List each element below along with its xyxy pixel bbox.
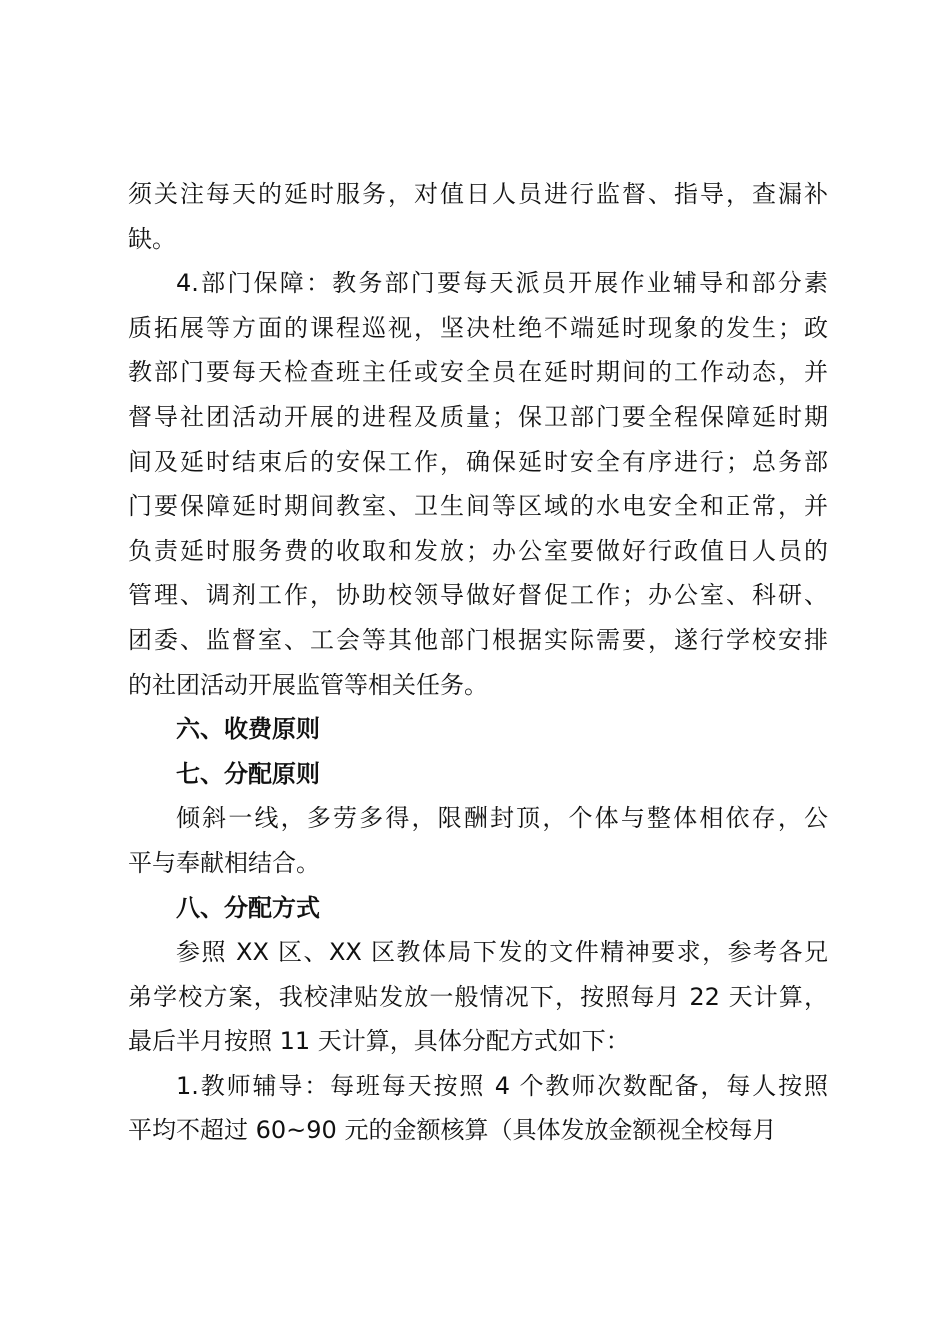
body-text-line: 须关注每天的延时服务，对值日人员进行监督、指导，查漏补 (128, 180, 828, 208)
body-text-line: 平与奉献相结合。 (128, 848, 320, 877)
body-text-line: 质拓展等方面的课程巡视，坚决杜绝不端延时现象的发生；政 (128, 313, 828, 342)
body-text-line: 团委、监督室、工会等其他部门根据实际需要，遂行学校安排 (128, 625, 828, 654)
body-text-line: 间及延时结束后的安保工作，确保延时安全有序进行；总务部 (128, 447, 828, 476)
section-heading: 七、分配原则 (176, 759, 320, 788)
paragraph-first-line: 参照 XX 区、XX 区教体局下发的文件精神要求，参考各兄 (176, 938, 828, 967)
paragraph-first-line: 1.教师辅导：每班每天按照 4 个教师次数配备，每人按照 (176, 1071, 828, 1100)
document-page (128, 172, 828, 1153)
body-text-line: 督导社团活动开展的进程及质量；保卫部门要全程保障延时期 (128, 402, 828, 431)
section-heading: 六、收费原则 (176, 715, 320, 744)
body-text-line: 门要保障延时期间教室、卫生间等区域的水电安全和正常，并 (128, 492, 828, 521)
body-text-line: 弟学校方案，我校津贴发放一般情况下，按照每月 22 天计算， (128, 982, 828, 1011)
section-heading: 八、分配方式 (176, 893, 320, 922)
body-text-line: 平均不超过 60~90 元的金额核算（具体发放金额视全校每月 (128, 1116, 777, 1145)
body-text-line: 的社团活动开展监管等相关任务。 (128, 670, 488, 699)
body-text-line: 负责延时服务费的收取和发放；办公室要做好行政值日人员的 (128, 536, 828, 565)
body-text-line: 最后半月按照 11 天计算，具体分配方式如下： (128, 1027, 630, 1056)
body-text-line: 教部门要每天检查班主任或安全员在延时期间的工作动态，并 (128, 358, 828, 387)
body-text-line: 缺。 (128, 224, 176, 253)
paragraph-first-line: 倾斜一线，多劳多得，限酬封顶，个体与整体相依存，公 (176, 804, 828, 833)
body-text-line: 管理、调剂工作，协助校领导做好督促工作；办公室、科研、 (128, 581, 828, 610)
paragraph-first-line: 4.部门保障：教务部门要每天派员开展作业辅导和部分素 (176, 269, 828, 298)
